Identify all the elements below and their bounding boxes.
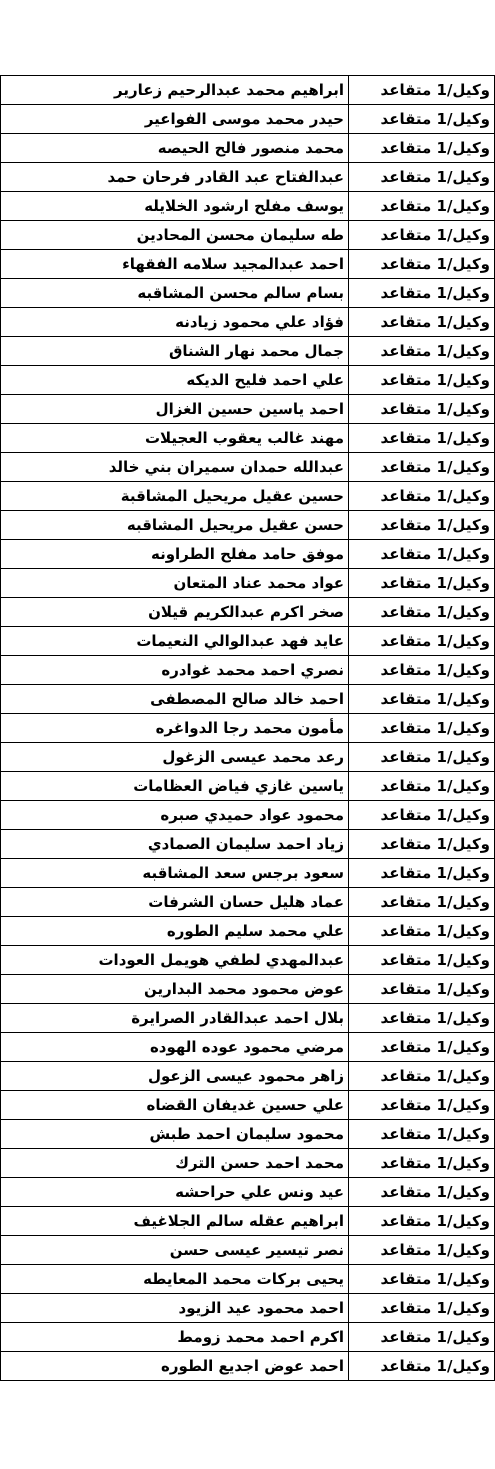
rank-cell: وكيل/1 متقاعد	[349, 830, 495, 859]
name-cell: عوض محمود محمد البدارين	[1, 975, 349, 1004]
table-row	[1, 946, 495, 975]
rank-cell: وكيل/1 متقاعد	[349, 279, 495, 308]
name-cell: اكرم احمد محمد زومط	[1, 1323, 349, 1352]
table-row	[1, 830, 495, 859]
table-row	[1, 801, 495, 830]
rank-cell: وكيل/1 متقاعد	[349, 250, 495, 279]
name-cell: عبدالفتاح عبد القادر فرحان حمد	[1, 163, 349, 192]
table-row	[1, 569, 495, 598]
rank-cell: وكيل/1 متقاعد	[349, 1236, 495, 1265]
name-cell: رعد محمد عيسى الزغول	[1, 743, 349, 772]
name-cell: يحيى بركات محمد المعايطه	[1, 1265, 349, 1294]
name-cell: محمد منصور فالح الحيصه	[1, 134, 349, 163]
name-cell: سعود برجس سعد المشاقبه	[1, 859, 349, 888]
name-cell: جمال محمد نهار الشناق	[1, 337, 349, 366]
table-row	[1, 656, 495, 685]
name-cell: بسام سالم محسن المشاقبه	[1, 279, 349, 308]
table-row	[1, 279, 495, 308]
rank-cell: وكيل/1 متقاعد	[349, 1062, 495, 1091]
table-row	[1, 1149, 495, 1178]
table-row	[1, 308, 495, 337]
name-cell: حسن عقيل مريحيل المشاقبه	[1, 511, 349, 540]
table-row	[1, 424, 495, 453]
table-row	[1, 105, 495, 134]
name-cell: مهند غالب يعقوب العجيلات	[1, 424, 349, 453]
table-row	[1, 743, 495, 772]
table-row	[1, 395, 495, 424]
name-cell: مأمون محمد رجا الدواغره	[1, 714, 349, 743]
table-row	[1, 250, 495, 279]
rank-cell: وكيل/1 متقاعد	[349, 685, 495, 714]
rank-cell: وكيل/1 متقاعد	[349, 308, 495, 337]
name-cell: محمود سليمان احمد طبش	[1, 1120, 349, 1149]
table-row	[1, 163, 495, 192]
name-cell: علي حسين غديفان القضاه	[1, 1091, 349, 1120]
table-row	[1, 1294, 495, 1323]
table-row	[1, 1033, 495, 1062]
table-row	[1, 453, 495, 482]
table-row	[1, 134, 495, 163]
rank-cell: وكيل/1 متقاعد	[349, 917, 495, 946]
rank-cell: وكيل/1 متقاعد	[349, 1091, 495, 1120]
rank-cell: وكيل/1 متقاعد	[349, 1178, 495, 1207]
rank-cell: وكيل/1 متقاعد	[349, 1149, 495, 1178]
table-row	[1, 1091, 495, 1120]
table-row	[1, 1062, 495, 1091]
name-cell: نصر تيسير عيسى حسن	[1, 1236, 349, 1265]
table-row	[1, 366, 495, 395]
table-row	[1, 76, 495, 105]
table-row	[1, 1323, 495, 1352]
table-row	[1, 511, 495, 540]
table-row	[1, 598, 495, 627]
rank-cell: وكيل/1 متقاعد	[349, 656, 495, 685]
name-cell: ابراهيم عقله سالم الجلاغيف	[1, 1207, 349, 1236]
rank-cell: وكيل/1 متقاعد	[349, 627, 495, 656]
name-cell: عبدالله حمدان سميران بني خالد	[1, 453, 349, 482]
rank-cell: وكيل/1 متقاعد	[349, 482, 495, 511]
name-cell: ابراهيم محمد عبدالرحيم زعارير	[1, 76, 349, 105]
rank-cell: وكيل/1 متقاعد	[349, 134, 495, 163]
rank-cell: وكيل/1 متقاعد	[349, 511, 495, 540]
table-row	[1, 192, 495, 221]
rank-cell: وكيل/1 متقاعد	[349, 714, 495, 743]
rank-cell: وكيل/1 متقاعد	[349, 192, 495, 221]
table-row	[1, 1207, 495, 1236]
name-cell: احمد محمود عيد الزيود	[1, 1294, 349, 1323]
table-row	[1, 540, 495, 569]
rank-cell: وكيل/1 متقاعد	[349, 1265, 495, 1294]
name-cell: احمد خالد صالح المصطفى	[1, 685, 349, 714]
name-cell: علي احمد فليح الديكه	[1, 366, 349, 395]
name-cell: عبدالمهدي لطفي هويمل العودات	[1, 946, 349, 975]
table-row	[1, 772, 495, 801]
name-cell: علي محمد سليم الطوره	[1, 917, 349, 946]
name-cell: مرضي محمود عوده الهوده	[1, 1033, 349, 1062]
name-cell: زياد احمد سليمان الصمادي	[1, 830, 349, 859]
name-cell: نصري احمد محمد غوادره	[1, 656, 349, 685]
roster-table-body	[1, 76, 495, 1381]
table-row	[1, 975, 495, 1004]
name-cell: زاهر محمود عيسى الزعول	[1, 1062, 349, 1091]
table-row	[1, 1265, 495, 1294]
table-row	[1, 1352, 495, 1381]
rank-cell: وكيل/1 متقاعد	[349, 1352, 495, 1381]
name-cell: عيد ونس علي حراحشه	[1, 1178, 349, 1207]
rank-cell: وكيل/1 متقاعد	[349, 1120, 495, 1149]
rank-cell: وكيل/1 متقاعد	[349, 221, 495, 250]
rank-cell: وكيل/1 متقاعد	[349, 105, 495, 134]
name-cell: احمد عبدالمجيد سلامه الفقهاء	[1, 250, 349, 279]
table-row	[1, 1004, 495, 1033]
rank-cell: وكيل/1 متقاعد	[349, 76, 495, 105]
table-row	[1, 627, 495, 656]
rank-cell: وكيل/1 متقاعد	[349, 1294, 495, 1323]
roster-sheet	[0, 75, 495, 1381]
rank-cell: وكيل/1 متقاعد	[349, 337, 495, 366]
table-row	[1, 685, 495, 714]
table-row	[1, 482, 495, 511]
name-cell: محمد احمد حسن الترك	[1, 1149, 349, 1178]
rank-cell: وكيل/1 متقاعد	[349, 540, 495, 569]
table-row	[1, 859, 495, 888]
name-cell: بلال احمد عبدالقادر الصرايرة	[1, 1004, 349, 1033]
name-cell: احمد عوض اجديع الطوره	[1, 1352, 349, 1381]
table-row	[1, 714, 495, 743]
rank-cell: وكيل/1 متقاعد	[349, 1004, 495, 1033]
rank-cell: وكيل/1 متقاعد	[349, 1323, 495, 1352]
name-cell: حيدر محمد موسى الفواعير	[1, 105, 349, 134]
name-cell: محمود عواد حميدي صبره	[1, 801, 349, 830]
name-cell: طه سليمان محسن المحادين	[1, 221, 349, 250]
table-row	[1, 337, 495, 366]
name-cell: يوسف مفلح ارشود الخلايله	[1, 192, 349, 221]
name-cell: ياسين غازي فياض العظامات	[1, 772, 349, 801]
name-cell: عواد محمد عناد المتعان	[1, 569, 349, 598]
rank-cell: وكيل/1 متقاعد	[349, 1033, 495, 1062]
name-cell: موفق حامد مفلح الطراونه	[1, 540, 349, 569]
rank-cell: وكيل/1 متقاعد	[349, 1207, 495, 1236]
table-row	[1, 1178, 495, 1207]
roster-table	[0, 75, 495, 1381]
rank-cell: وكيل/1 متقاعد	[349, 801, 495, 830]
name-cell: عايد فهد عبدالوالي النعيمات	[1, 627, 349, 656]
table-row	[1, 1120, 495, 1149]
rank-cell: وكيل/1 متقاعد	[349, 453, 495, 482]
name-cell: حسين عقيل مريحيل المشاقبة	[1, 482, 349, 511]
rank-cell: وكيل/1 متقاعد	[349, 366, 495, 395]
rank-cell: وكيل/1 متقاعد	[349, 772, 495, 801]
name-cell: صخر اكرم عبدالكريم قيلان	[1, 598, 349, 627]
name-cell: فؤاد علي محمود زيادنه	[1, 308, 349, 337]
name-cell: عماد هليل حسان الشرفات	[1, 888, 349, 917]
table-row	[1, 888, 495, 917]
rank-cell: وكيل/1 متقاعد	[349, 569, 495, 598]
rank-cell: وكيل/1 متقاعد	[349, 743, 495, 772]
name-cell: احمد ياسين حسين الغزال	[1, 395, 349, 424]
rank-cell: وكيل/1 متقاعد	[349, 975, 495, 1004]
table-row	[1, 221, 495, 250]
table-row	[1, 1236, 495, 1265]
rank-cell: وكيل/1 متقاعد	[349, 163, 495, 192]
rank-cell: وكيل/1 متقاعد	[349, 888, 495, 917]
table-row	[1, 917, 495, 946]
rank-cell: وكيل/1 متقاعد	[349, 946, 495, 975]
rank-cell: وكيل/1 متقاعد	[349, 395, 495, 424]
rank-cell: وكيل/1 متقاعد	[349, 424, 495, 453]
rank-cell: وكيل/1 متقاعد	[349, 598, 495, 627]
rank-cell: وكيل/1 متقاعد	[349, 859, 495, 888]
